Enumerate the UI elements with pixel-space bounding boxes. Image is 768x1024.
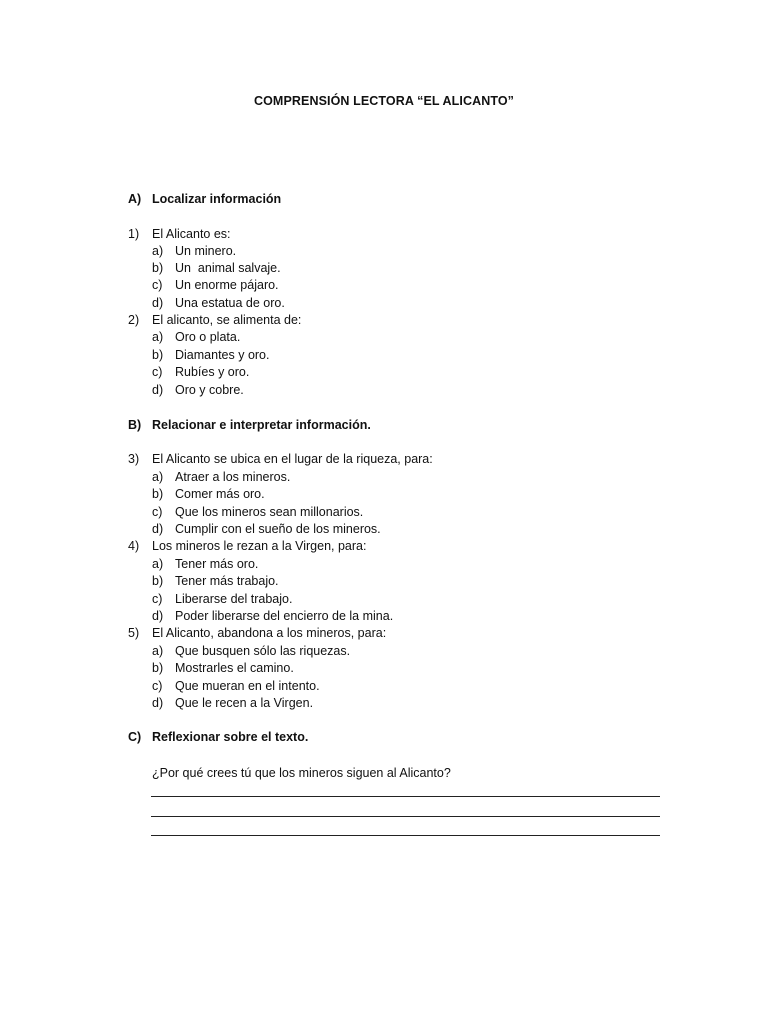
option-text: Mostrarles el camino. — [175, 661, 294, 675]
question-number: 5) — [128, 626, 140, 640]
option-label: b) — [152, 348, 164, 362]
option-label: c) — [152, 505, 163, 519]
option-label: a) — [152, 644, 164, 658]
answer-line-2 — [151, 816, 660, 817]
option-text: Poder liberarse del encierro de la mina. — [175, 609, 394, 623]
section-letter: B) — [128, 418, 142, 432]
option-label: d) — [152, 696, 164, 710]
option-label: c) — [152, 592, 163, 606]
option-label: a) — [152, 244, 164, 258]
option-label: d) — [152, 609, 164, 623]
option-text: Atraer a los mineros. — [175, 470, 291, 484]
option-label: a) — [152, 557, 164, 571]
section-letter: A) — [128, 192, 142, 206]
section-heading: Reflexionar sobre el texto. — [152, 730, 309, 744]
option-text: Rubíes y oro. — [175, 365, 250, 379]
option-label: b) — [152, 661, 164, 675]
option-text: Diamantes y oro. — [175, 348, 270, 362]
option-label: a) — [152, 330, 164, 344]
question-text: El Alicanto es: — [152, 227, 231, 241]
option-text: Que busquen sólo las riquezas. — [175, 644, 351, 658]
option-label: d) — [152, 296, 164, 310]
section-letter: C) — [128, 730, 142, 744]
option-text: Que le recen a la Virgen. — [175, 696, 314, 710]
question-number: 1) — [128, 227, 140, 241]
option-text: Cumplir con el sueño de los mineros. — [175, 522, 381, 536]
question-number: 4) — [128, 539, 140, 553]
question-number: 3) — [128, 452, 140, 466]
option-label: b) — [152, 261, 164, 275]
option-text: Comer más oro. — [175, 487, 265, 501]
option-label: c) — [152, 365, 163, 379]
question-text: El Alicanto, abandona a los mineros, para: — [152, 626, 387, 640]
option-label: c) — [152, 679, 163, 693]
option-label: c) — [152, 278, 163, 292]
page-title: COMPRENSIÓN LECTORA “EL ALICANTO” — [253, 94, 515, 108]
question-number: 2) — [128, 313, 140, 327]
option-label: d) — [152, 383, 164, 397]
option-label: b) — [152, 574, 164, 588]
option-text: Tener más oro. — [175, 557, 259, 571]
question-text: El Alicanto se ubica en el lugar de la riqueza, para: — [152, 452, 433, 466]
option-text: Oro y cobre. — [175, 383, 244, 397]
option-text: Un animal salvaje. — [175, 261, 281, 275]
option-text: Una estatua de oro. — [175, 296, 285, 310]
section-heading: Localizar información — [152, 192, 282, 206]
option-label: d) — [152, 522, 164, 536]
option-text: Un minero. — [175, 244, 237, 258]
question-text: Los mineros le rezan a la Virgen, para: — [152, 539, 367, 553]
option-text: Oro o plata. — [175, 330, 241, 344]
option-text: Que mueran en el intento. — [175, 679, 320, 693]
reflection-question-text: ¿Por qué crees tú que los mineros siguen al Alicanto? — [152, 766, 451, 780]
option-text: Tener más trabajo. — [175, 574, 279, 588]
option-label: a) — [152, 470, 164, 484]
answer-line-3 — [151, 835, 660, 836]
answer-line-1 — [151, 796, 660, 797]
section-heading: Relacionar e interpretar información. — [152, 418, 371, 432]
option-label: b) — [152, 487, 164, 501]
option-text: Un enorme pájaro. — [175, 278, 279, 292]
question-text: El alicanto, se alimenta de: — [152, 313, 302, 327]
option-text: Que los mineros sean millonarios. — [175, 505, 364, 519]
option-text: Liberarse del trabajo. — [175, 592, 293, 606]
